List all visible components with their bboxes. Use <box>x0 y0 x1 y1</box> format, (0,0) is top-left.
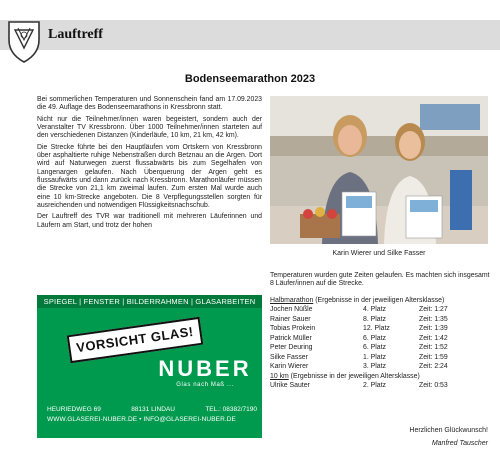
result-row <box>270 315 492 324</box>
section-title: Lauftreff <box>48 27 103 42</box>
ad-services-strip: SPIEGEL | FENSTER | BILDERRAHMEN | GLASARBEITEN <box>37 295 262 308</box>
runner-time: Zeit: 1:52 <box>419 344 448 352</box>
article-paragraph: Die Strecke führte bei den Hauptläufen vom Ortskern von Kressbronn über asphaltierte ruhige Nebenstraßen durch Betznau an die Argen. Dort wird auf Naturwegen zuerst flussabwärts bis zum Segelhafen von Langenargen gelaufen. Nach Überquerung der Argen geht es flussaufwärts und dann zurück nach Kressbronn. Marathonläufer müssen die Strecke von 21,1 km zweimal laufen. Zum ersten Mal wurde auch eine 10 km-Strecke angeboten. Die 8 Verpflegungsstellen sorgten für ausreichenden und notwendigen Flüssigkeitsnachschub. <box>37 143 262 210</box>
ad-tagline: Glas nach Maß ... <box>176 382 234 388</box>
runner-place: 2. Platz <box>363 382 386 390</box>
article-paragraph: Bei sommerlichen Temperaturen und Sonnenschein fand am 17.09.2023 die 49. Auflage des Bodenseemarathons in Kressbronn statt. <box>37 96 262 112</box>
runner-name: Peter Deuring <box>270 344 313 352</box>
half-marathon-note: (Ergebnisse in der jeweiligen Altersklasse) <box>313 297 445 304</box>
ad-city: 88131 LINDAU <box>131 406 175 413</box>
runners-photo <box>270 96 488 244</box>
runner-name: Jochen Nüßle <box>270 306 313 314</box>
runner-time: Zeit: 1:59 <box>419 353 448 361</box>
runner-time: Zeit: 1:42 <box>419 334 448 342</box>
runner-name: Silke Fasser <box>270 353 308 361</box>
result-row <box>270 353 492 362</box>
runner-place: 12. Platz <box>363 325 390 333</box>
results-intro: Temperaturen wurden gute Zeiten gelaufen. Es machten sich insgesamt 8 Läufer/innen auf die Strecke. <box>270 272 490 288</box>
ad-phone: TEL.: 08382/7190 <box>205 406 257 413</box>
author-name: Manfred Tauscher <box>431 440 488 447</box>
result-row <box>270 381 492 390</box>
article-paragraph: Nicht nur die Teilnehmer/innen waren begeistert, sondern auch der Veranstalter TV Kressbronn. Über 1000 Teilnehmer/innen starteten auf den verschiedenen Distanzen (Kinderläufe, 10 km, 21 km, 42 km). <box>37 115 262 140</box>
half-marathon-label: Halbmarathon <box>270 297 314 304</box>
runner-place: 1. Platz <box>363 353 386 361</box>
ad-contact <box>47 405 257 425</box>
ad-web-email[interactable]: WWW.GLASEREI-NUBER.DE • INFO@GLASEREI-NUBER.DE <box>47 416 236 423</box>
runner-name: Karin Wierer <box>270 363 309 371</box>
runner-time: Zeit: 1:39 <box>419 325 448 333</box>
result-row <box>270 324 492 333</box>
ad-street: HEURIEDWEG 69 <box>47 406 101 413</box>
runner-name: Ulrike Sauter <box>270 382 310 390</box>
runner-time: Zeit: 1:35 <box>419 315 448 323</box>
ten-km-label: 10 km <box>270 372 289 380</box>
article-body <box>37 96 262 233</box>
runner-time: Zeit: 1:27 <box>419 306 448 314</box>
ten-km-note: (Ergebnisse in der jeweiligen Altersklasse) <box>288 372 420 380</box>
runner-place: 6. Platz <box>363 334 386 342</box>
ad-brand-name: NUBER <box>158 356 252 381</box>
article-title: Bodenseemarathon 2023 <box>184 73 316 85</box>
results-list <box>270 296 492 391</box>
runner-name: Patrick Müller <box>270 334 312 342</box>
result-row <box>270 362 492 371</box>
photo-caption: Karin Wierer und Silke Fasser <box>332 250 426 257</box>
runner-place: 6. Platz <box>363 344 386 352</box>
article-paragraph: Der Lauftreff des TVR war traditionell mit mehreren Läuferinnen und Läufern am Start, und trotz der hohen <box>37 213 262 229</box>
runner-name: Rainer Sauer <box>270 315 311 323</box>
ten-km-heading <box>270 372 492 381</box>
half-marathon-heading <box>270 296 492 305</box>
runner-place: 8. Platz <box>363 315 386 323</box>
runner-name: Tobias Prokein <box>270 325 316 333</box>
result-row <box>270 334 492 343</box>
runner-place: 4. Platz <box>363 306 386 314</box>
result-row <box>270 305 492 314</box>
runner-place: 3. Platz <box>363 363 386 371</box>
congratulations: Herzlichen Glückwunsch! <box>409 427 488 434</box>
runner-time: Zeit: 0:53 <box>419 382 448 390</box>
page-header <box>0 0 500 70</box>
ad-warning-sign: VORSICHT GLAS! <box>67 317 204 363</box>
runner-time: Zeit: 2:24 <box>419 363 448 371</box>
result-row <box>270 343 492 352</box>
glasserei-advertisement <box>37 295 262 438</box>
club-logo <box>6 18 42 64</box>
closing <box>409 424 488 450</box>
